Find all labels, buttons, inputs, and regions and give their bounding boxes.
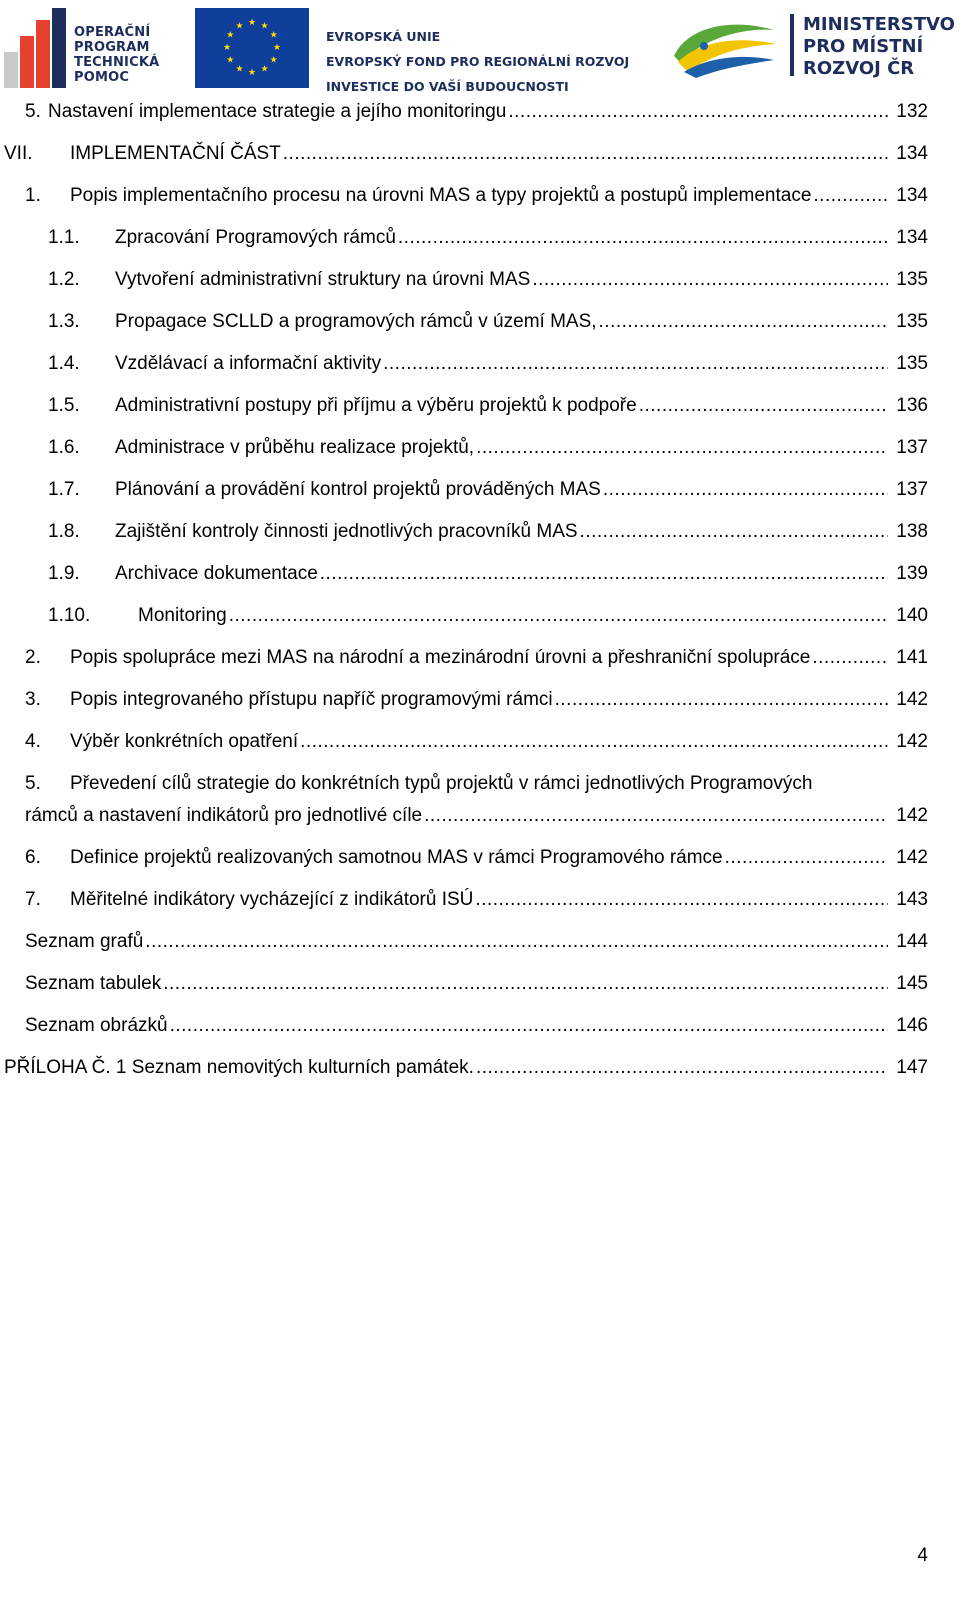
- mmr-text-block: [803, 14, 953, 80]
- toc-leader-dots: [145, 926, 888, 958]
- toc-entry-title: Seznam grafů: [25, 931, 144, 952]
- toc-entry-page: 140: [896, 605, 928, 626]
- toc-entry-title: Nastavení implementace strategie a jejího monitoringu: [48, 101, 507, 122]
- toc-entry[interactable]: [0, 96, 960, 128]
- toc-entry-page: 132: [896, 101, 928, 122]
- toc-entry[interactable]: [0, 306, 960, 338]
- toc-entry-page: 137: [896, 437, 928, 458]
- toc-entry-page: 142: [896, 731, 928, 752]
- toc-entry-title: Vytvoření administrativní struktury na úrovni MAS: [115, 269, 531, 290]
- toc-entry-title-continuation: rámců a nastavení indikátorů pro jednotlivé cíle: [25, 805, 423, 826]
- toc-entry-title: Propagace SCLLD a programových rámců v území MAS,: [115, 311, 597, 332]
- toc-entry-number: 1.4.: [48, 353, 80, 374]
- toc-entry-title-cell: [70, 842, 890, 874]
- toc-entry-title-cell: [115, 306, 890, 338]
- toc-entry[interactable]: [0, 926, 960, 958]
- svg-text:★: ★: [247, 18, 257, 28]
- toc-entry-number: 1.3.: [48, 311, 80, 332]
- toc-entry-title: Plánování a provádění kontrol projektů prováděných MAS: [115, 479, 601, 500]
- logo-header: [0, 0, 960, 92]
- svg-text:★: ★: [272, 43, 282, 53]
- toc-entry-page: 135: [896, 269, 928, 290]
- toc-entry-number: 5.: [25, 101, 41, 122]
- toc-leader-dots: [476, 432, 888, 464]
- toc-entry-number: 1.9.: [48, 563, 80, 584]
- op-logo-text: [74, 25, 170, 85]
- toc-entry-title: Převedení cílů strategie do konkrétních typů projektů v rámci jednotlivých Programových: [70, 773, 813, 794]
- toc-entry-page: 143: [896, 889, 928, 910]
- toc-entry-number: 1.2.: [48, 269, 80, 290]
- toc-leader-dots: [812, 642, 888, 674]
- toc-leader-dots: [300, 726, 888, 758]
- toc-entry-number: 4.: [25, 731, 41, 752]
- mmr-text-line: PRO MÍSTNÍ: [803, 36, 924, 57]
- toc-entry-page: 144: [896, 931, 928, 952]
- toc-entry-title: Administrativní postupy při příjmu a výběru projektů k podpoře: [115, 395, 637, 416]
- toc-leader-dots: [639, 390, 888, 422]
- svg-text:★: ★: [222, 43, 232, 53]
- op-technicka-pomoc-logo: [4, 8, 164, 88]
- toc-leader-dots: [532, 264, 888, 296]
- toc-entry-title: Seznam tabulek: [25, 973, 162, 994]
- toc-entry[interactable]: [0, 1010, 960, 1042]
- mmr-text-line: ROZVOJ ČR: [803, 58, 915, 79]
- toc-entry-title: PŘÍLOHA Č. 1 Seznam nemovitých kulturních památek.: [4, 1057, 474, 1078]
- toc-entry-page: 142: [896, 847, 928, 868]
- toc-entry-title: Definice projektů realizovaných samotnou MAS v rámci Programového rámce: [70, 847, 723, 868]
- toc-entry[interactable]: [0, 222, 960, 254]
- toc-entry-title: Archivace dokumentace: [115, 563, 318, 584]
- toc-entry[interactable]: [0, 516, 960, 548]
- toc-leader-dots: [398, 222, 888, 254]
- toc-entry-page: 134: [896, 227, 928, 248]
- toc-entry-page: 134: [896, 185, 928, 206]
- toc-entry-title-cell: [70, 642, 890, 674]
- toc-entry[interactable]: [0, 684, 960, 716]
- toc-entry-title-cell: [25, 926, 890, 958]
- svg-text:★: ★: [226, 55, 235, 66]
- toc-leader-dots: [383, 348, 888, 380]
- toc-entry[interactable]: [0, 390, 960, 422]
- toc-entry-page: 135: [896, 353, 928, 374]
- toc-leader-dots: [229, 600, 888, 632]
- op-logo-bars-icon: [4, 8, 66, 88]
- toc-leader-dots: [508, 96, 888, 128]
- toc-entry[interactable]: [0, 474, 960, 506]
- toc-entry-title: Monitoring: [138, 605, 227, 626]
- toc-entry-number: 6.: [25, 847, 41, 868]
- svg-text:★: ★: [269, 55, 278, 66]
- toc-entry-number: 1.1.: [48, 227, 80, 248]
- svg-text:★: ★: [226, 30, 235, 41]
- toc-entry-title-cell: [25, 1010, 890, 1042]
- toc-entry[interactable]: [0, 558, 960, 590]
- toc-entry-title-cell: [70, 684, 890, 716]
- toc-entry-title: Popis integrovaného přístupu napříč programovými rámci: [70, 689, 553, 710]
- toc-entry-title-cell: [25, 968, 890, 1000]
- toc-entry[interactable]: [0, 264, 960, 296]
- toc-entry-number: 1.: [25, 185, 41, 206]
- toc-leader-dots: [163, 968, 888, 1000]
- toc-entry-number: 1.8.: [48, 521, 80, 542]
- toc-entry-title-cell: [70, 180, 890, 212]
- toc-entry-number: 1.7.: [48, 479, 80, 500]
- toc-entry-title-cell: [138, 600, 890, 632]
- toc-entry[interactable]: [0, 1052, 960, 1084]
- op-logo-line: OPERAČNÍ: [74, 25, 151, 40]
- op-logo-line: POMOC: [74, 70, 130, 85]
- toc-entry[interactable]: [0, 348, 960, 380]
- toc-leader-dots: [283, 138, 888, 170]
- toc-entry-title: Seznam obrázků: [25, 1015, 168, 1036]
- eu-text-line: EVROPSKÁ UNIE: [326, 29, 441, 44]
- mmr-divider: [790, 14, 794, 76]
- toc-leader-dots: [725, 842, 888, 874]
- toc-entry-title-cell: [48, 96, 890, 128]
- toc-entry-title-cell: [115, 348, 890, 380]
- svg-text:★: ★: [235, 64, 244, 75]
- toc-entry-page: 134: [896, 143, 928, 164]
- toc-entry-number: 3.: [25, 689, 41, 710]
- toc-entry-number: 2.: [25, 647, 41, 668]
- toc-entry-title: Zpracování Programových rámců: [115, 227, 396, 248]
- toc-entry-page: 141: [896, 647, 928, 668]
- toc-entry-number: VII.: [4, 143, 33, 164]
- toc-entry-page: 142: [896, 689, 928, 710]
- toc-entry-title: Popis spolupráce mezi MAS na národní a mezinárodní úrovni a přeshraniční spolupráce: [70, 647, 811, 668]
- toc-entry-title-cell: [115, 390, 890, 422]
- toc-entry-title: Výběr konkrétních opatření: [70, 731, 299, 752]
- toc-entry-title: Administrace v průběhu realizace projektů,: [115, 437, 475, 458]
- toc-entry-page: 135: [896, 311, 928, 332]
- toc-entry-page: 147: [896, 1057, 928, 1078]
- eu-flag-icon: [195, 8, 309, 88]
- toc-leader-dots: [170, 1010, 888, 1042]
- toc-entry-title: Měřitelné indikátory vycházející z indikátorů ISÚ: [70, 889, 474, 910]
- toc-entry-number: 1.6.: [48, 437, 80, 458]
- toc-entry-number: 1.10.: [48, 605, 91, 626]
- toc-entry-number: 7.: [25, 889, 41, 910]
- toc-entry-page: 138: [896, 521, 928, 542]
- toc-leader-dots: [476, 1052, 888, 1084]
- toc-entry-title-cell: [115, 432, 890, 464]
- toc-leader-dots: [555, 684, 888, 716]
- toc-entry-page: 137: [896, 479, 928, 500]
- toc-entry-title: Vzdělávací a informační aktivity: [115, 353, 382, 374]
- svg-text:★: ★: [235, 21, 244, 32]
- toc-entry-page: 136: [896, 395, 928, 416]
- toc-entry-title-cell: [70, 726, 890, 758]
- mmr-emblem-icon: [670, 16, 778, 80]
- toc-leader-dots: [603, 474, 888, 506]
- toc-entry[interactable]: [0, 726, 960, 758]
- svg-text:★: ★: [260, 64, 269, 75]
- toc-leader-dots: [813, 180, 888, 212]
- toc-entry[interactable]: [0, 842, 960, 874]
- toc-entry-page: 145: [896, 973, 928, 994]
- toc-entry-title: Zajištění kontroly činnosti jednotlivých pracovníků MAS: [115, 521, 578, 542]
- toc-leader-dots: [599, 306, 888, 338]
- toc-entry-page: 146: [896, 1015, 928, 1036]
- op-logo-line: TECHNICKÁ: [74, 55, 160, 70]
- toc-entry-page: 142: [896, 805, 928, 826]
- svg-text:★: ★: [269, 30, 278, 41]
- toc-entry-page: 139: [896, 563, 928, 584]
- toc-entry[interactable]: [0, 138, 960, 170]
- toc-entry-number: 5.: [25, 773, 41, 794]
- svg-text:★: ★: [260, 21, 269, 32]
- page-number: 4: [917, 1545, 928, 1566]
- toc-entry[interactable]: [0, 768, 960, 832]
- toc-entry-title-cell: [70, 138, 890, 170]
- toc-entry-title-cell: [4, 1052, 890, 1084]
- toc-entry-title: IMPLEMENTAČNÍ ČÁST: [70, 143, 281, 164]
- toc-leader-dots: [580, 516, 888, 548]
- eu-text-line: EVROPSKÝ FOND PRO REGIONÁLNÍ ROZVOJ: [326, 54, 630, 69]
- toc-leader-dots: [424, 800, 888, 832]
- toc-entry-title-cell: [115, 222, 890, 254]
- toc-entry-number: 1.5.: [48, 395, 80, 416]
- toc-entry[interactable]: [0, 884, 960, 916]
- toc-leader-dots: [320, 558, 888, 590]
- toc-entry[interactable]: [0, 600, 960, 632]
- toc-entry-title-cell: [115, 264, 890, 296]
- toc-entry[interactable]: [0, 432, 960, 464]
- toc-entry[interactable]: [0, 642, 960, 674]
- eu-text-line: INVESTICE DO VAŠÍ BUDOUCNOSTI: [326, 79, 569, 94]
- toc-entry-title-cell: [115, 558, 890, 590]
- toc-entry-title-cell: [115, 516, 890, 548]
- mmr-text-line: MINISTERSTVO: [803, 14, 955, 35]
- toc-entry-title-cell: [25, 800, 890, 832]
- toc-entry-title-cell: [70, 884, 890, 916]
- toc-entry[interactable]: [0, 180, 960, 212]
- op-logo-line: PROGRAM: [74, 40, 150, 55]
- toc-entry-title: Popis implementačního procesu na úrovni MAS a typy projektů a postupů implementace: [70, 185, 812, 206]
- eu-text-block: [326, 24, 630, 99]
- toc-leader-dots: [475, 884, 888, 916]
- toc-entry[interactable]: [0, 968, 960, 1000]
- toc-entry-title-cell: [115, 474, 890, 506]
- svg-text:★: ★: [247, 68, 257, 78]
